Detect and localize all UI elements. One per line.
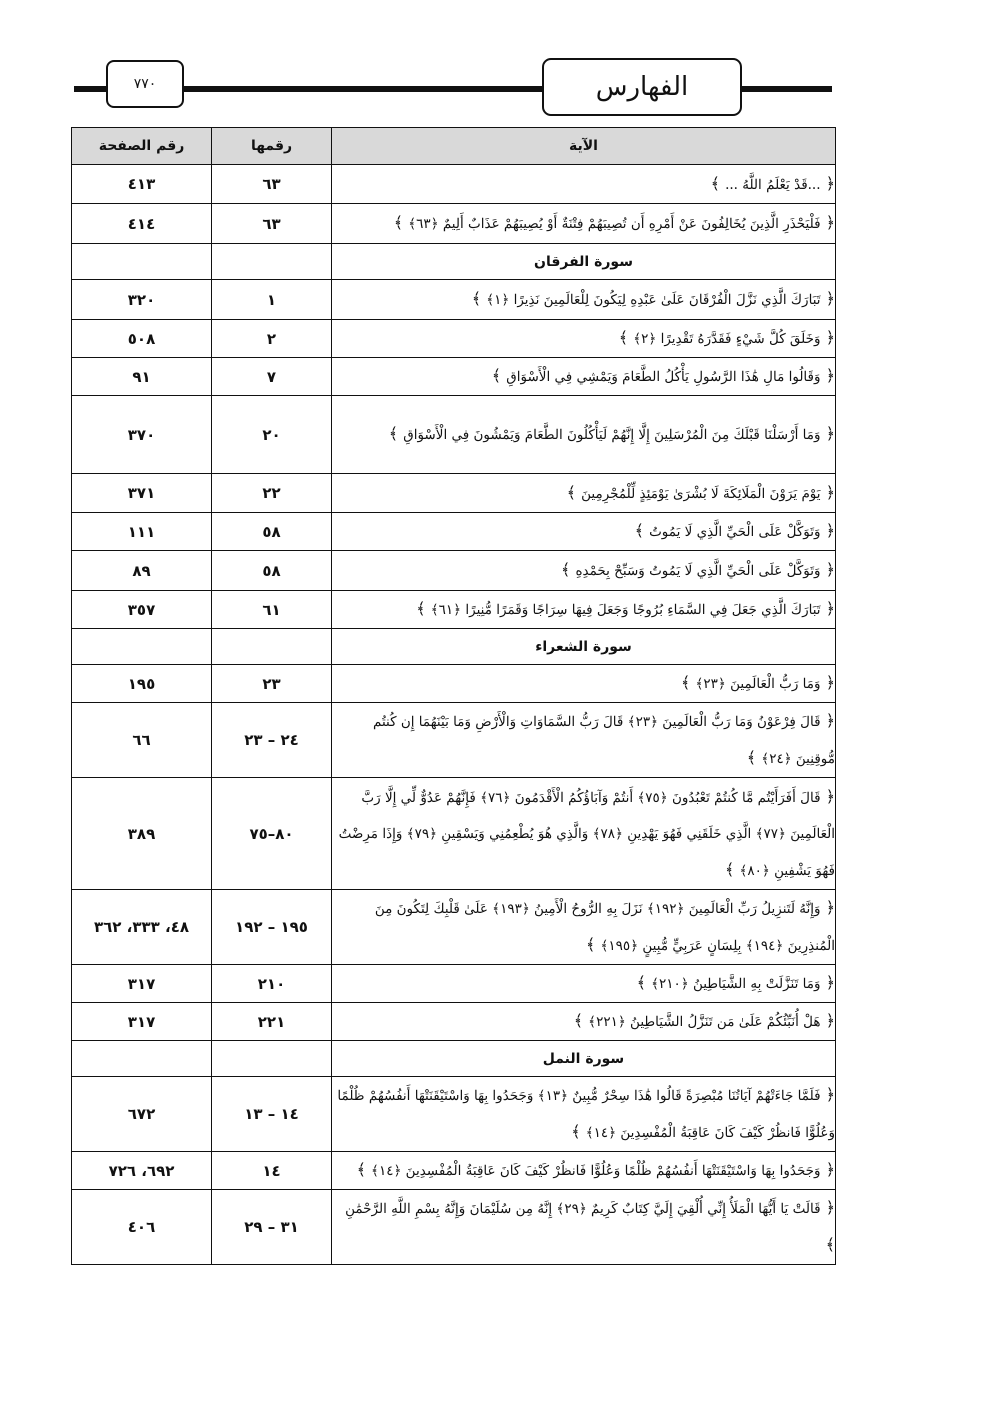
verse-number-cell: ٢٣ — [212, 665, 332, 703]
surah-row — [72, 629, 836, 665]
verse-number-cell: ٢٢ — [212, 474, 332, 513]
page-cell: ٤١٤ — [72, 204, 212, 244]
verse-number-cell: ٣١ – ٢٩ — [212, 1190, 332, 1265]
close-bracket-icon: ﴾ — [634, 521, 650, 540]
verse-cell — [332, 591, 836, 629]
verse-cell — [332, 204, 836, 244]
open-bracket-icon: ﴿ — [820, 289, 835, 308]
table-row — [72, 1190, 836, 1265]
empty-cell — [212, 1041, 332, 1077]
column-header-number: رقمها — [212, 128, 332, 165]
verse-text: تَبَارَكَ الَّذِي جَعَلَ فِي السَّمَاءِ بُرُوجًا وَجَعَلَ فِيهَا سِرَاجًا وَقَمَرًا مُّنِيرًا ﴿٦١﴾ — [430, 602, 821, 618]
verse-cell — [332, 965, 836, 1003]
open-bracket-icon: ﴿ — [820, 1160, 835, 1179]
page-cell: ٤٠٦ — [72, 1190, 212, 1265]
table-row — [72, 965, 836, 1003]
page-number: ٧٧٠ — [106, 60, 184, 108]
surah-title: سورة الشعراء — [332, 629, 836, 665]
table-header-row — [72, 128, 836, 165]
verse-number-cell: ٥٨ — [212, 551, 332, 591]
close-bracket-icon: ﴾ — [573, 1011, 589, 1030]
table-row — [72, 665, 836, 703]
table-row — [72, 778, 836, 890]
empty-cell — [72, 244, 212, 280]
table-row — [72, 890, 836, 965]
page-cell: ١١١ — [72, 513, 212, 551]
empty-cell — [212, 244, 332, 280]
verse-cell — [332, 778, 836, 890]
open-bracket-icon: ﴿ — [820, 786, 835, 806]
verse-cell — [332, 513, 836, 551]
verse-text: قَالَتْ يَا أَيُّهَا الْمَلَأُ إِنِّي أُلْقِيَ إِلَيَّ كِتَابٌ كَرِيمٌ ﴿٢٩﴾ إِنَّهُ مِن سُلَيْمَانَ وَإِنَّهُ بِسْمِ اللَّهِ الرَّحْمَٰنِ — [345, 1201, 821, 1217]
table-row — [72, 204, 836, 244]
verse-text: هَلْ أُنَبِّئُكُمْ عَلَىٰ مَن تَنَزَّلُ الشَّيَاطِينُ ﴿٢٢١﴾ — [588, 1014, 821, 1030]
page-cell: ٥٠٨ — [72, 320, 212, 358]
close-bracket-icon: ﴾ — [471, 289, 487, 308]
table-row — [72, 396, 836, 474]
verse-number-cell: ٢٠ — [212, 396, 332, 474]
open-bracket-icon: ﴿ — [820, 213, 835, 232]
surah-row — [72, 1041, 836, 1077]
page-cell: ٣٧١ — [72, 474, 212, 513]
close-bracket-icon: ﴾ — [710, 173, 726, 193]
verse-text: وَمَا تَنَزَّلَتْ بِهِ الشَّيَاطِينُ ﴿٢١٠﴾ — [651, 976, 821, 992]
page-cell: ٩١ — [72, 358, 212, 396]
page-cell: ٨٩ — [72, 551, 212, 591]
table-row — [72, 280, 836, 320]
open-bracket-icon: ﴿ — [820, 482, 835, 502]
table-row — [72, 1152, 836, 1190]
verse-text: وَتَوَكَّلْ عَلَى الْحَيِّ الَّذِي لَا يَمُوتُ — [649, 524, 821, 540]
surah-row — [72, 244, 836, 280]
table-row — [72, 551, 836, 591]
verse-number-cell: ٧ — [212, 358, 332, 396]
open-bracket-icon: ﴿ — [820, 1198, 835, 1217]
open-bracket-icon: ﴿ — [820, 599, 835, 618]
verse-number-cell: ١ — [212, 280, 332, 320]
verse-cell — [332, 665, 836, 703]
verse-number-cell: ٢١٠ — [212, 965, 332, 1003]
verse-number-cell: ٢٤ – ٢٣ — [212, 703, 332, 778]
page-cell: ٣٧٠ — [72, 396, 212, 474]
page-cell: ٣٢٠ — [72, 280, 212, 320]
verse-text: وَخَلَقَ كُلَّ شَيْءٍ فَقَدَّرَهُ تَقْدِيرًا ﴿٢﴾ — [633, 331, 821, 347]
column-header-verse: الآية — [332, 128, 836, 165]
open-bracket-icon: ﴿ — [820, 1011, 835, 1030]
table-row — [72, 1003, 836, 1041]
page-cell: ٦٦ — [72, 703, 212, 778]
close-bracket-icon: ﴾ — [491, 366, 507, 385]
surah-title: سورة الفرقان — [332, 244, 836, 280]
verse-cell — [332, 703, 836, 778]
table-row — [72, 1077, 836, 1152]
surah-title: سورة النمل — [332, 1041, 836, 1077]
empty-cell — [72, 629, 212, 665]
open-bracket-icon: ﴿ — [820, 521, 835, 540]
open-bracket-icon: ﴿ — [820, 560, 835, 579]
verse-number-cell: ٢٢١ — [212, 1003, 332, 1041]
verse-text: تَبَارَكَ الَّذِي نَزَّلَ الْفُرْقَانَ عَلَىٰ عَبْدِهِ لِيَكُونَ لِلْعَالَمِينَ نَذِيرًا ﴿١﴾ — [486, 292, 821, 308]
close-bracket-icon: ﴾ — [825, 1235, 835, 1254]
index-table — [71, 127, 836, 1265]
verse-cell — [332, 396, 836, 474]
verse-number-cell: ٦١ — [212, 591, 332, 629]
page-cell: ٣١٧ — [72, 1003, 212, 1041]
verse-text: وَإِنَّهُ لَتَنزِيلُ رَبِّ الْعَالَمِينَ ﴿١٩٢﴾ نَزَلَ بِهِ الرُّوحُ الْأَمِينُ ﴿١٩٣﴾ عَلَىٰ قَلْبِكَ لِتَكُونَ مِنَ الْمُنذِرِينَ ﴿١٩٤﴾ بِلِسَانٍ عَرَبِيٍّ مُّبِينٍ ﴿١٩٥﴾ — [374, 901, 835, 954]
close-bracket-icon: ﴾ — [566, 482, 582, 502]
verse-number-cell: ٢ — [212, 320, 332, 358]
column-header-page: رقم الصفحة — [72, 128, 212, 165]
table-row — [72, 358, 836, 396]
verse-cell — [332, 551, 836, 591]
verse-cell — [332, 474, 836, 513]
verse-text: ...قَدْ يَعْلَمُ اللَّهُ ... — [725, 176, 821, 193]
verse-number-cell: ١٤ – ١٣ — [212, 1077, 332, 1152]
page-cell: ٣٥٧ — [72, 591, 212, 629]
table-row — [72, 320, 836, 358]
verse-text: وَمَا رَبُّ الْعَالَمِينَ ﴿٢٣﴾ — [695, 676, 821, 692]
close-bracket-icon: ﴾ — [680, 673, 696, 692]
close-bracket-icon: ﴾ — [571, 1122, 586, 1141]
open-bracket-icon: ﴿ — [820, 973, 835, 992]
close-bracket-icon: ﴾ — [618, 328, 634, 347]
verse-text: فَلَمَّا جَاءَتْهُمْ آيَاتُنَا مُبْصِرَةً قَالُوا هَٰذَا سِحْرٌ مُّبِينٌ ﴿١٣﴾ وَجَحَدُوا بِهَا وَاسْتَيْقَنَتْهَا أَنفُسُهُمْ ظُلْمًا وَعُلُوًّا فَانظُرْ كَيْفَ كَانَ عَاقِبَةُ الْمُفْسِدِينَ ﴿١٤﴾ — [337, 1088, 835, 1141]
page-cell: ٦٧٢ — [72, 1077, 212, 1152]
page-title: الفهارس — [542, 58, 742, 116]
close-bracket-icon: ﴾ — [416, 599, 431, 618]
close-bracket-icon: ﴾ — [356, 1160, 372, 1179]
table-row — [72, 591, 836, 629]
open-bracket-icon: ﴿ — [820, 173, 835, 193]
close-bracket-icon: ﴾ — [586, 935, 601, 954]
open-bracket-icon: ﴿ — [820, 1085, 835, 1104]
close-bracket-icon: ﴾ — [560, 560, 576, 579]
verse-text: وَجَحَدُوا بِهَا وَاسْتَيْقَنَتْهَا أَنفُسُهُمْ ظُلْمًا وَعُلُوًّا فَانظُرْ كَيْفَ كَانَ عَاقِبَةُ الْمُفْسِدِينَ ﴿١٤﴾ — [371, 1163, 821, 1179]
table-row — [72, 474, 836, 513]
table-row — [72, 165, 836, 204]
verse-text: وَمَا أَرْسَلْنَا قَبْلَكَ مِنَ الْمُرْسَلِينَ إِلَّا إِنَّهُمْ لَيَأْكُلُونَ الطَّعَامَ وَيَمْشُونَ فِي الْأَسْوَاقِ — [403, 427, 821, 443]
table-row — [72, 703, 836, 778]
page-cell: ٤١٣ — [72, 165, 212, 204]
verse-number-cell: ٦٣ — [212, 165, 332, 204]
verse-cell — [332, 358, 836, 396]
verse-text: قَالَ أَفَرَأَيْتُم مَّا كُنتُمْ تَعْبُدُونَ ﴿٧٥﴾ أَنتُمْ وَآبَاؤُكُمُ الْأَقْدَمُونَ ﴿٧٦﴾ فَإِنَّهُمْ عَدُوٌّ لِّي إِلَّا رَبَّ الْعَالَمِينَ ﴿٧٧﴾ الَّذِي خَلَقَنِي فَهُوَ يَهْدِينِ ﴿٧٨﴾ وَالَّذِي هُوَ يُطْعِمُنِي وَيَسْقِينِ ﴿٧٩﴾ وَإِذَا مَرِضْتُ فَهُوَ يَشْفِينِ ﴿٨٠﴾ — [338, 789, 835, 879]
page-cell: ٣٨٩ — [72, 778, 212, 890]
verse-number-cell: ١٩٥ – ١٩٢ — [212, 890, 332, 965]
close-bracket-icon: ﴾ — [636, 973, 652, 992]
open-bracket-icon: ﴿ — [820, 898, 835, 917]
close-bracket-icon: ﴾ — [388, 424, 404, 443]
verse-cell — [332, 890, 836, 965]
verse-cell — [332, 280, 836, 320]
verse-cell — [332, 1003, 836, 1041]
close-bracket-icon: ﴾ — [393, 213, 409, 232]
open-bracket-icon: ﴿ — [820, 711, 835, 730]
empty-cell — [212, 629, 332, 665]
verse-text: قَالَ فِرْعَوْنُ وَمَا رَبُّ الْعَالَمِينَ ﴿٢٣﴾ قَالَ رَبُّ السَّمَاوَاتِ وَالْأَرْضِ وَمَا بَيْنَهُمَا إِن كُنتُم مُّوقِنِينَ ﴿٢٤﴾ — [372, 714, 835, 767]
verse-text: وَتَوَكَّلْ عَلَى الْحَيِّ الَّذِي لَا يَمُوتُ وَسَبِّحْ بِحَمْدِهِ — [575, 563, 821, 579]
verse-text: يَوْمَ يَرَوْنَ الْمَلَائِكَةَ لَا بُشْرَىٰ يَوْمَئِذٍ لِّلْمُجْرِمِينَ — [581, 485, 821, 502]
verse-text: فَلْيَحْذَرِ الَّذِينَ يُخَالِفُونَ عَنْ أَمْرِهِ أَن تُصِيبَهُمْ فِتْنَةٌ أَوْ يُصِيبَهُمْ عَذَابٌ أَلِيمٌ ﴿٦٣﴾ — [408, 216, 821, 232]
verse-number-cell: ٦٣ — [212, 204, 332, 244]
verse-text: وَقَالُوا مَالِ هَٰذَا الرَّسُولِ يَأْكُلُ الطَّعَامَ وَيَمْشِي فِي الْأَسْوَاقِ — [506, 369, 821, 385]
table-row — [72, 513, 836, 551]
empty-cell — [72, 1041, 212, 1077]
page-cell: ٤٨، ٣٣٣، ٣٦٢ — [72, 890, 212, 965]
open-bracket-icon: ﴿ — [820, 673, 835, 692]
verse-number-cell: ٥٨ — [212, 513, 332, 551]
page-cell: ٣١٧ — [72, 965, 212, 1003]
verse-cell — [332, 1077, 836, 1152]
page-cell: ١٩٥ — [72, 665, 212, 703]
open-bracket-icon: ﴿ — [820, 328, 835, 347]
open-bracket-icon: ﴿ — [820, 366, 835, 385]
verse-cell — [332, 1190, 836, 1265]
verse-number-cell: ٨٠–٧٥ — [212, 778, 332, 890]
page-cell: ٦٩٢، ٧٢٦ — [72, 1152, 212, 1190]
verse-cell — [332, 165, 836, 204]
open-bracket-icon: ﴿ — [820, 424, 835, 443]
verse-cell — [332, 1152, 836, 1190]
table-body — [72, 165, 836, 1265]
close-bracket-icon: ﴾ — [746, 748, 762, 767]
verse-number-cell: ١٤ — [212, 1152, 332, 1190]
verse-cell — [332, 320, 836, 358]
close-bracket-icon: ﴾ — [724, 859, 740, 879]
